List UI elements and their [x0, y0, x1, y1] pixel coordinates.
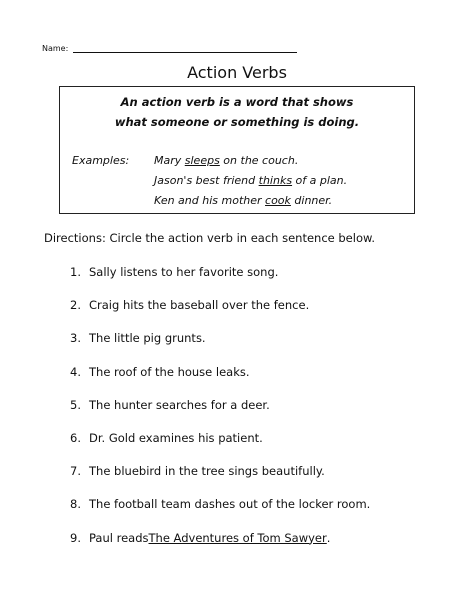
- book-title: The Adventures of Tom Sawyer: [148, 530, 327, 545]
- example-text: Mary: [154, 154, 185, 167]
- sentence-number: 3.: [70, 331, 81, 346]
- sentence-list: [70, 265, 450, 564]
- sentence-text: Dr. Gold examines his patient.: [89, 430, 263, 445]
- sentence-text: The hunter searches for a deer.: [89, 397, 270, 412]
- sentence-item: [70, 497, 450, 530]
- sentence-text: The bluebird in the tree sings beautifully.: [89, 464, 325, 479]
- example-text: Ken and his mother: [154, 194, 266, 207]
- sentence-item: [70, 464, 450, 497]
- example-sentence: [154, 174, 347, 187]
- sentence-text: Craig hits the baseball over the fence.: [89, 298, 310, 313]
- sentence-text: The football team dashes out of the locker room.: [89, 497, 371, 512]
- sentence-text: .: [326, 530, 331, 545]
- name-label: Name:: [42, 44, 69, 53]
- sentence-number: 5.: [70, 397, 81, 412]
- example-sentence: [154, 194, 332, 207]
- page-title: Action Verbs: [187, 63, 287, 82]
- examples-label: Examples:: [72, 154, 130, 167]
- sentence-text: Paul reads: [89, 530, 149, 545]
- sentence-item: [70, 431, 450, 464]
- sentence-number: 1.: [70, 265, 81, 279]
- sentence-number: 4.: [70, 364, 81, 379]
- sentence-item: [70, 531, 450, 564]
- sentence-text: Sally listens to her favorite song.: [89, 265, 279, 279]
- example-text: Jason's best friend: [154, 174, 259, 187]
- sentence-item: [70, 331, 450, 364]
- sentence-number: 2.: [70, 298, 81, 313]
- sentence-number: 6.: [70, 430, 81, 445]
- example-verb: sleeps: [184, 154, 220, 167]
- example-verb: thinks: [258, 174, 293, 187]
- sentence-number: 8.: [70, 497, 81, 512]
- definition-line-2: what someone or something is doing.: [114, 115, 360, 129]
- example-text: dinner.: [290, 194, 333, 207]
- definition-line-1: An action verb is a word that shows: [120, 95, 354, 109]
- example-sentence: [154, 154, 298, 167]
- sentence-item: [70, 365, 450, 398]
- sentence-number: 9.: [70, 530, 81, 545]
- sentence-item: [70, 298, 450, 331]
- name-blank-line: [73, 44, 297, 53]
- example-text: on the couch.: [219, 154, 299, 167]
- sentence-item: [70, 265, 450, 298]
- example-text: of a plan.: [292, 174, 348, 187]
- sentence-item: [70, 398, 450, 431]
- sentence-number: 7.: [70, 464, 81, 479]
- name-row: [42, 44, 297, 53]
- example-verb: cook: [265, 194, 291, 207]
- sentence-text: The roof of the house leaks.: [89, 364, 250, 379]
- definition-box: [59, 86, 415, 214]
- sentence-text: The little pig grunts.: [89, 331, 206, 346]
- directions-text: Directions: Circle the action verb in each sentence below.: [44, 231, 375, 245]
